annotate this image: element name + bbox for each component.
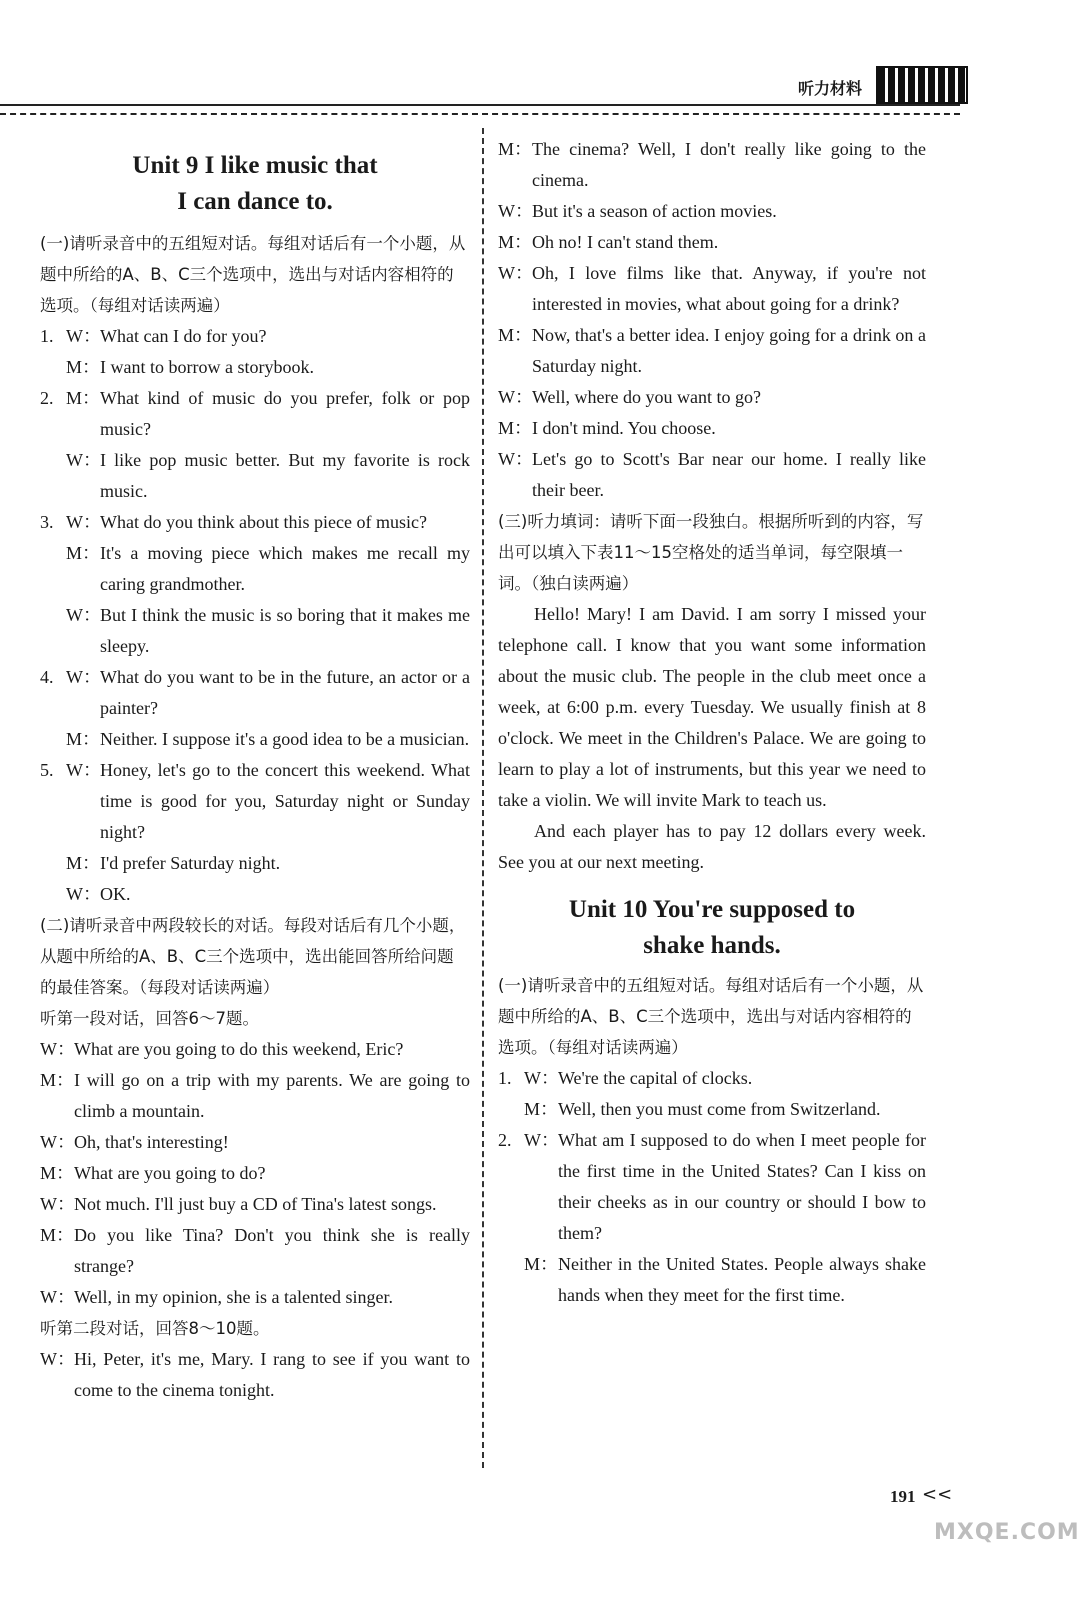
speaker: M： xyxy=(524,1254,559,1274)
dialog-line: Well, where do you want to go? xyxy=(532,387,761,407)
dialog-line: Oh no! I can't stand them. xyxy=(532,232,719,252)
dialog-line: I like pop music better. But my favorite is rock music. xyxy=(100,450,470,501)
dialog2-heading: 听第二段对话，回答8～10题。 xyxy=(40,1319,270,1338)
left-column xyxy=(40,148,470,1406)
watermark: MXQE.COM xyxy=(934,1520,1080,1545)
dialog-line: What do you want to be in the future, an actor or a painter? xyxy=(100,667,470,718)
speaker: M： xyxy=(66,388,101,408)
dialog-line: Not much. I'll just buy a CD of Tina's latest songs. xyxy=(74,1194,437,1214)
question-number: 4. xyxy=(40,667,54,687)
right-column xyxy=(498,134,926,1311)
unit9-q4 xyxy=(40,662,470,755)
monologue-paragraph: And each player has to pay 12 dollars every week. See you at our next meeting. xyxy=(498,821,926,872)
speaker: M： xyxy=(40,1225,75,1245)
dialog-line: Honey, let's go to the concert this weekend. What time is good for you, Saturday night or Sunday night? xyxy=(100,760,470,842)
question-number: 2. xyxy=(498,1130,512,1150)
unit9-title-line2: I can dance to. xyxy=(177,188,333,215)
speaker: M： xyxy=(498,418,533,438)
question-number: 1. xyxy=(498,1068,512,1088)
dialog-line: Well, in my opinion, she is a talented singer. xyxy=(74,1287,393,1307)
dialog-line: Do you like Tina? Don't you think she is really strange? xyxy=(74,1225,470,1276)
speaker: W： xyxy=(40,1349,75,1369)
question-number: 3. xyxy=(40,512,54,532)
speaker: W： xyxy=(524,1068,559,1088)
speaker: W： xyxy=(66,884,101,904)
dialog-line: It's a moving piece which makes me recall my caring grandmother. xyxy=(100,543,470,594)
speaker: M： xyxy=(66,357,101,377)
dialog2-continued xyxy=(498,134,926,506)
dialog-line: I don't mind. You choose. xyxy=(532,418,716,438)
dialog1-heading: 听第一段对话，回答6～7题。 xyxy=(40,1009,259,1028)
dialog-line: What can I do for you? xyxy=(100,326,267,346)
speaker: W： xyxy=(66,450,101,470)
header-section-label: 听力材料 xyxy=(798,79,863,98)
dialog-line: The cinema? Well, I don't really like going to the cinema. xyxy=(532,139,926,190)
speaker: W： xyxy=(66,512,101,532)
unit10-q2 xyxy=(498,1125,926,1311)
chevron-left-icon: << xyxy=(922,1484,953,1505)
speaker: M： xyxy=(66,729,101,749)
unit9-title-line1: Unit 9 I like music that xyxy=(132,152,378,179)
dialog-line: What am I supposed to do when I meet people for the first time in the United States? Can I kiss on their cheeks as in our country or should I bow to them? xyxy=(558,1130,926,1243)
speaker: W： xyxy=(498,263,533,283)
speaker: W： xyxy=(498,201,533,221)
speaker: M： xyxy=(498,232,533,252)
monologue-paragraph: Hello! Mary! I am David. I am sorry I missed your telephone call. I know that you want some information about the music club. The people in the club meet once a week, at 6:00 p.m. every Tuesday. We usually finish at 8 o'clock. We meet in the Children's Palace. We are going to learn to play a lot of instruments, but this year we need to take a violin. We will invite Mark to teach us. xyxy=(498,604,926,810)
unit9-q5 xyxy=(40,755,470,910)
header-dashed-rule xyxy=(0,113,960,115)
dialog-line: I will go on a trip with my parents. We are going to climb a mountain. xyxy=(74,1070,470,1121)
unit9-q2 xyxy=(40,383,470,507)
column-divider xyxy=(482,128,484,1468)
dialog-line: OK. xyxy=(100,884,131,904)
unit9-q1 xyxy=(40,321,470,383)
dialog-line: Now, that's a better idea. I enjoy going for a drink on a Saturday night. xyxy=(532,325,926,376)
speaker: W： xyxy=(66,667,101,687)
speaker: M： xyxy=(40,1070,75,1090)
question-number: 2. xyxy=(40,388,54,408)
question-number: 1. xyxy=(40,326,54,346)
speaker: W： xyxy=(40,1287,75,1307)
unit9-part1-instruction: (一)请听录音中的五组短对话。每组对话后有一个小题，从题中所给的A、B、C三个选项中，选出与对话内容相符的选项。（每组对话读两遍） xyxy=(40,234,466,315)
speaker: W： xyxy=(66,326,101,346)
dialog-line: But it's a season of action movies. xyxy=(532,201,777,221)
speaker: W： xyxy=(40,1194,75,1214)
unit9-part3-instruction: (三)听力填词：请听下面一段独白。根据所听到的内容，写出可以填入下表11～15空格处的适当单词，每空限填一词。（独白读两遍） xyxy=(498,512,924,593)
dialog-line: But I think the music is so boring that it makes me sleepy. xyxy=(100,605,470,656)
speaker: M： xyxy=(66,853,101,873)
unit10-part1-instruction: (一)请听录音中的五组短对话。每组对话后有一个小题，从题中所给的A、B、C三个选项中，选出与对话内容相符的选项。（每组对话读两遍） xyxy=(498,976,924,1057)
dialog-line: Neither in the United States. People always shake hands when they meet for the first time. xyxy=(558,1254,926,1305)
dialog-line: I'd prefer Saturday night. xyxy=(100,853,281,873)
speaker: W： xyxy=(66,605,101,625)
unit10-title-line1: Unit 10 You're supposed to xyxy=(568,896,856,923)
dialog-line: We're the capital of clocks. xyxy=(558,1068,753,1088)
page-number: 191 xyxy=(890,1487,916,1506)
dialog-line: Let's go to Scott's Bar near our home. I really like their beer. xyxy=(532,449,926,500)
dialog-line: What are you going to do? xyxy=(74,1163,266,1183)
dialog-line: What kind of music do you prefer, folk or pop music? xyxy=(100,388,470,439)
question-number: 5. xyxy=(40,760,54,780)
speaker: M： xyxy=(40,1163,75,1183)
unit9-part2-instruction: (二)请听录音中两段较长的对话。每段对话后有几个小题，从题中所给的A、B、C三个选项中，选出能回答所给问题的最佳答案。（每段对话读两遍） xyxy=(40,916,466,997)
header-logo-icon xyxy=(876,66,968,104)
unit10-title-line2: shake hands. xyxy=(643,932,781,959)
speaker: W： xyxy=(498,449,533,469)
dialog-line: Oh, that's interesting! xyxy=(74,1132,229,1152)
speaker: M： xyxy=(498,325,533,345)
dialog-line: I want to borrow a storybook. xyxy=(100,357,314,377)
dialog1 xyxy=(40,1034,470,1313)
speaker: W： xyxy=(498,387,533,407)
dialog-line: Neither. I suppose it's a good idea to be a musician. xyxy=(100,729,470,749)
dialog-line: Well, then you must come from Switzerland. xyxy=(558,1099,881,1119)
dialog-line: Oh, I love films like that. Anyway, if you're not interested in movies, what about going for a drink? xyxy=(532,263,926,314)
header-rule xyxy=(0,104,960,106)
dialog-line: What are you going to do this weekend, Eric? xyxy=(74,1039,404,1059)
dialog-line: What do you think about this piece of music? xyxy=(100,512,427,532)
speaker: W： xyxy=(66,760,101,780)
speaker: M： xyxy=(498,139,533,159)
unit9-q3 xyxy=(40,507,470,662)
speaker: W： xyxy=(524,1130,559,1150)
dialog-line: Hi, Peter, it's me, Mary. I rang to see if you want to come to the cinema tonight. xyxy=(74,1349,470,1400)
speaker: W： xyxy=(40,1132,75,1152)
speaker: M： xyxy=(66,543,101,563)
unit10-q1 xyxy=(498,1063,926,1125)
speaker: M： xyxy=(524,1099,559,1119)
speaker: W： xyxy=(40,1039,75,1059)
